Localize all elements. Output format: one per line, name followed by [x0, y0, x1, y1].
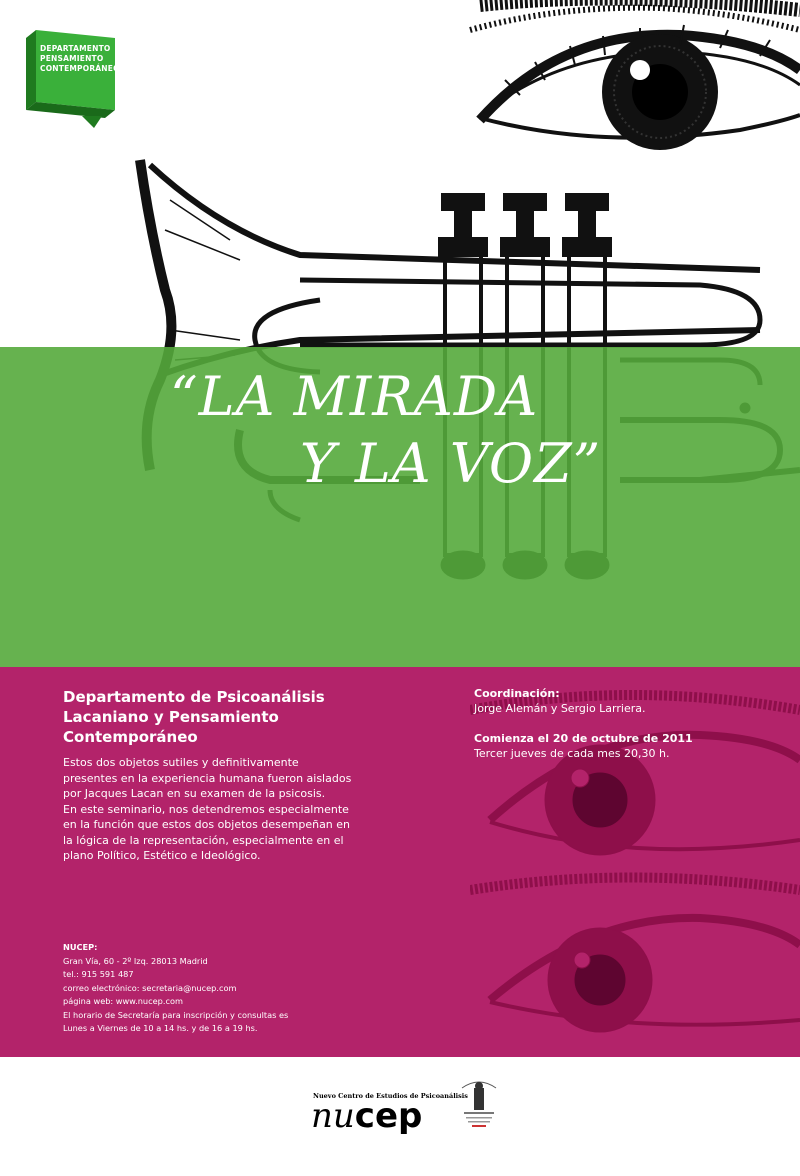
- department-logo: [22, 30, 120, 128]
- coordination-title: Coordinación:: [474, 687, 560, 700]
- department-heading: Departamento de Psicoanálisis Lacaniano y Pensamiento Contemporáneo: [63, 688, 325, 746]
- escuela-seal-icon: [450, 1076, 508, 1132]
- seminar-title-line-1: “LA MIRADA: [170, 365, 539, 428]
- phone: tel.: 915 591 487: [63, 969, 134, 979]
- nucep-logo: nucep: [311, 1096, 423, 1136]
- contact-info: [63, 941, 363, 1036]
- contact-heading: NUCEP:: [63, 942, 98, 952]
- address: Gran Vía, 60 - 2º Izq. 28013 Madrid: [63, 955, 208, 966]
- email: correo electrónico: secretaria@nucep.com: [63, 982, 237, 993]
- seminar-title-line-2: Y LA VOZ”: [300, 432, 602, 495]
- department-logo-label: DEPARTAMENTO PENSAMIENTO CONTEMPORÁNEO: [40, 44, 120, 73]
- coordination-names: Jorge Alemán y Sergio Larriera.: [474, 702, 646, 715]
- schedule-text: Tercer jueves de cada mes 20,30 h.: [474, 747, 670, 760]
- website: página web: www.nucep.com: [63, 996, 183, 1006]
- nucep-subtitle: Nuevo Centro de Estudios de Psicoanálisis: [313, 1092, 468, 1100]
- office-hours-intro: El horario de Secretaría para inscripción y consultas es: [63, 1009, 289, 1020]
- department-description: Estos dos objetos sutiles y definitivamente presentes en la experiencia humana fueron aislados por Jacques Lacan en su examen de la psicosis. En este seminario, nos detendremos especialmente en la función que estos dos objetos desempeñan en la lógica de la representación, especialmente en el plano Político, Estético e Ideológico.: [63, 756, 352, 862]
- start-date-title: Comienza el 20 de octubre de 2011: [474, 732, 693, 745]
- top-eye-illustration: [470, 0, 800, 150]
- office-hours: Lunes a Viernes de 10 a 14 hs. y de 16 a 19 hs.: [63, 1023, 258, 1033]
